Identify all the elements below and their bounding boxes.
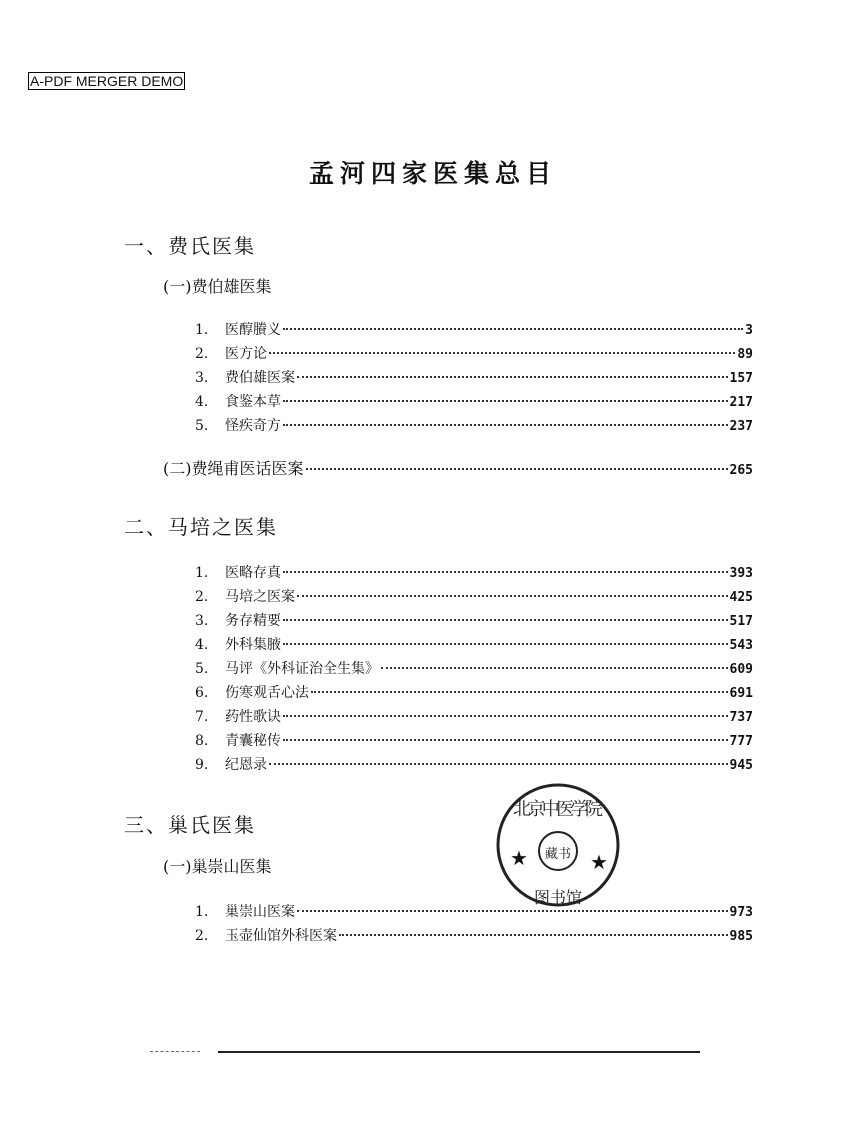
toc-entry: [195, 901, 753, 921]
toc-entry: [195, 391, 753, 411]
dot-leader: [297, 595, 728, 597]
toc-entry: [195, 658, 753, 678]
dot-leader: [283, 619, 728, 621]
entry-title: 医方论: [225, 346, 267, 362]
entry-number: 1.: [195, 322, 209, 338]
entry-page: 425: [729, 590, 753, 605]
entry-page: 945: [729, 758, 753, 773]
entry-title: 伤寒观舌心法: [225, 685, 309, 701]
entry-page: 609: [729, 662, 753, 677]
entry-title: 外科集腋: [225, 637, 281, 653]
subsection-heading: (一)巢崇山医集: [163, 857, 272, 876]
toc-entry: [195, 730, 753, 750]
section-heading: 二、马培之医集: [124, 515, 278, 539]
entry-number: 6.: [195, 685, 209, 701]
dot-leader: [283, 715, 728, 717]
dot-leader: [339, 934, 728, 936]
toc-entry: [163, 456, 753, 476]
entry-page: 777: [729, 734, 753, 749]
entry-number: 7.: [195, 709, 209, 725]
entry-number: 5.: [195, 418, 209, 434]
toc-entry: [195, 367, 753, 387]
dot-leader: [269, 763, 728, 765]
dot-leader: [283, 739, 728, 741]
entry-page: 973: [729, 905, 753, 920]
entry-title: 玉壶仙馆外科医案: [225, 928, 337, 944]
entry-number: 5.: [195, 661, 209, 677]
dot-leader: [283, 400, 728, 402]
entry-page: 517: [729, 614, 753, 629]
toc-entry: [195, 586, 753, 606]
stamp-ring-text: 北京中医学院: [513, 799, 603, 820]
dot-leader: [269, 352, 735, 354]
entry-page: 3: [745, 323, 753, 338]
star-icon: ★: [510, 846, 528, 870]
toc-entry: [195, 562, 753, 582]
bottom-rule: [218, 1051, 700, 1053]
entry-page: 543: [729, 638, 753, 653]
dot-leader: [311, 691, 728, 693]
entry-page: 393: [729, 566, 753, 581]
entry-title: 马评《外科证治全生集》: [225, 661, 379, 677]
entry-number: 1.: [195, 904, 209, 920]
entry-page: 737: [729, 710, 753, 725]
section-heading: 三、巢氏医集: [124, 813, 256, 837]
stamp-bottom-text: 图书馆: [533, 888, 583, 907]
dot-leader: [283, 571, 728, 573]
entry-title: 费伯雄医案: [225, 370, 295, 386]
dot-leader: [283, 424, 728, 426]
entry-number: 2.: [195, 589, 209, 605]
entry-page: 89: [737, 347, 753, 362]
entry-number: 3.: [195, 613, 209, 629]
entry-title: 医醇賸义: [225, 322, 281, 338]
section-heading: 一、费氏医集: [124, 234, 256, 258]
toc-entry: [195, 319, 753, 339]
stamp-center-text: 藏书: [544, 847, 572, 862]
toc-entry: [195, 754, 753, 774]
toc-entry: [195, 925, 753, 945]
dot-leader: [283, 328, 743, 330]
entry-title: (二)费绳甫医话医案: [163, 459, 304, 478]
watermark-label: A-PDF MERGER DEMO: [30, 73, 184, 89]
toc-entry: [195, 682, 753, 702]
entry-number: 2.: [195, 928, 209, 944]
entry-number: 2.: [195, 346, 209, 362]
entry-number: 3.: [195, 370, 209, 386]
entry-number: 4.: [195, 394, 209, 410]
entry-page: 691: [729, 686, 753, 701]
entry-number: 4.: [195, 637, 209, 653]
entry-number: 1.: [195, 565, 209, 581]
entry-title: 巢崇山医案: [225, 904, 295, 920]
entry-title: 务存精要: [225, 613, 281, 629]
toc-entry: [195, 634, 753, 654]
entry-page: 217: [729, 395, 753, 410]
dot-leader: [297, 376, 728, 378]
entry-title: 药性歌诀: [225, 709, 281, 725]
star-icon: ★: [590, 850, 608, 874]
toc-entry: [195, 610, 753, 630]
entry-page: 985: [729, 929, 753, 944]
entry-title: 怪疾奇方: [225, 418, 281, 434]
entry-page: 265: [729, 463, 753, 478]
toc-entry: [195, 343, 753, 363]
entry-title: 马培之医案: [225, 589, 295, 605]
entry-number: 9.: [195, 757, 209, 773]
library-stamp: [490, 783, 626, 913]
entry-title: 医略存真: [225, 565, 281, 581]
entry-title: 青囊秘传: [225, 733, 281, 749]
dot-leader: [306, 468, 728, 470]
dot-leader: [283, 643, 728, 645]
entry-title: 纪恩录: [225, 757, 267, 773]
dot-leader: [381, 667, 728, 669]
entry-number: 8.: [195, 733, 209, 749]
entry-title: 食鉴本草: [225, 394, 281, 410]
bottom-rule: [150, 1051, 200, 1052]
page-title: 孟河四家医集总目: [308, 159, 557, 188]
entry-page: 237: [729, 419, 753, 434]
toc-entry: [195, 706, 753, 726]
subsection-heading: (一)费伯雄医集: [163, 277, 272, 296]
entry-page: 157: [729, 371, 753, 386]
toc-entry: [195, 415, 753, 435]
